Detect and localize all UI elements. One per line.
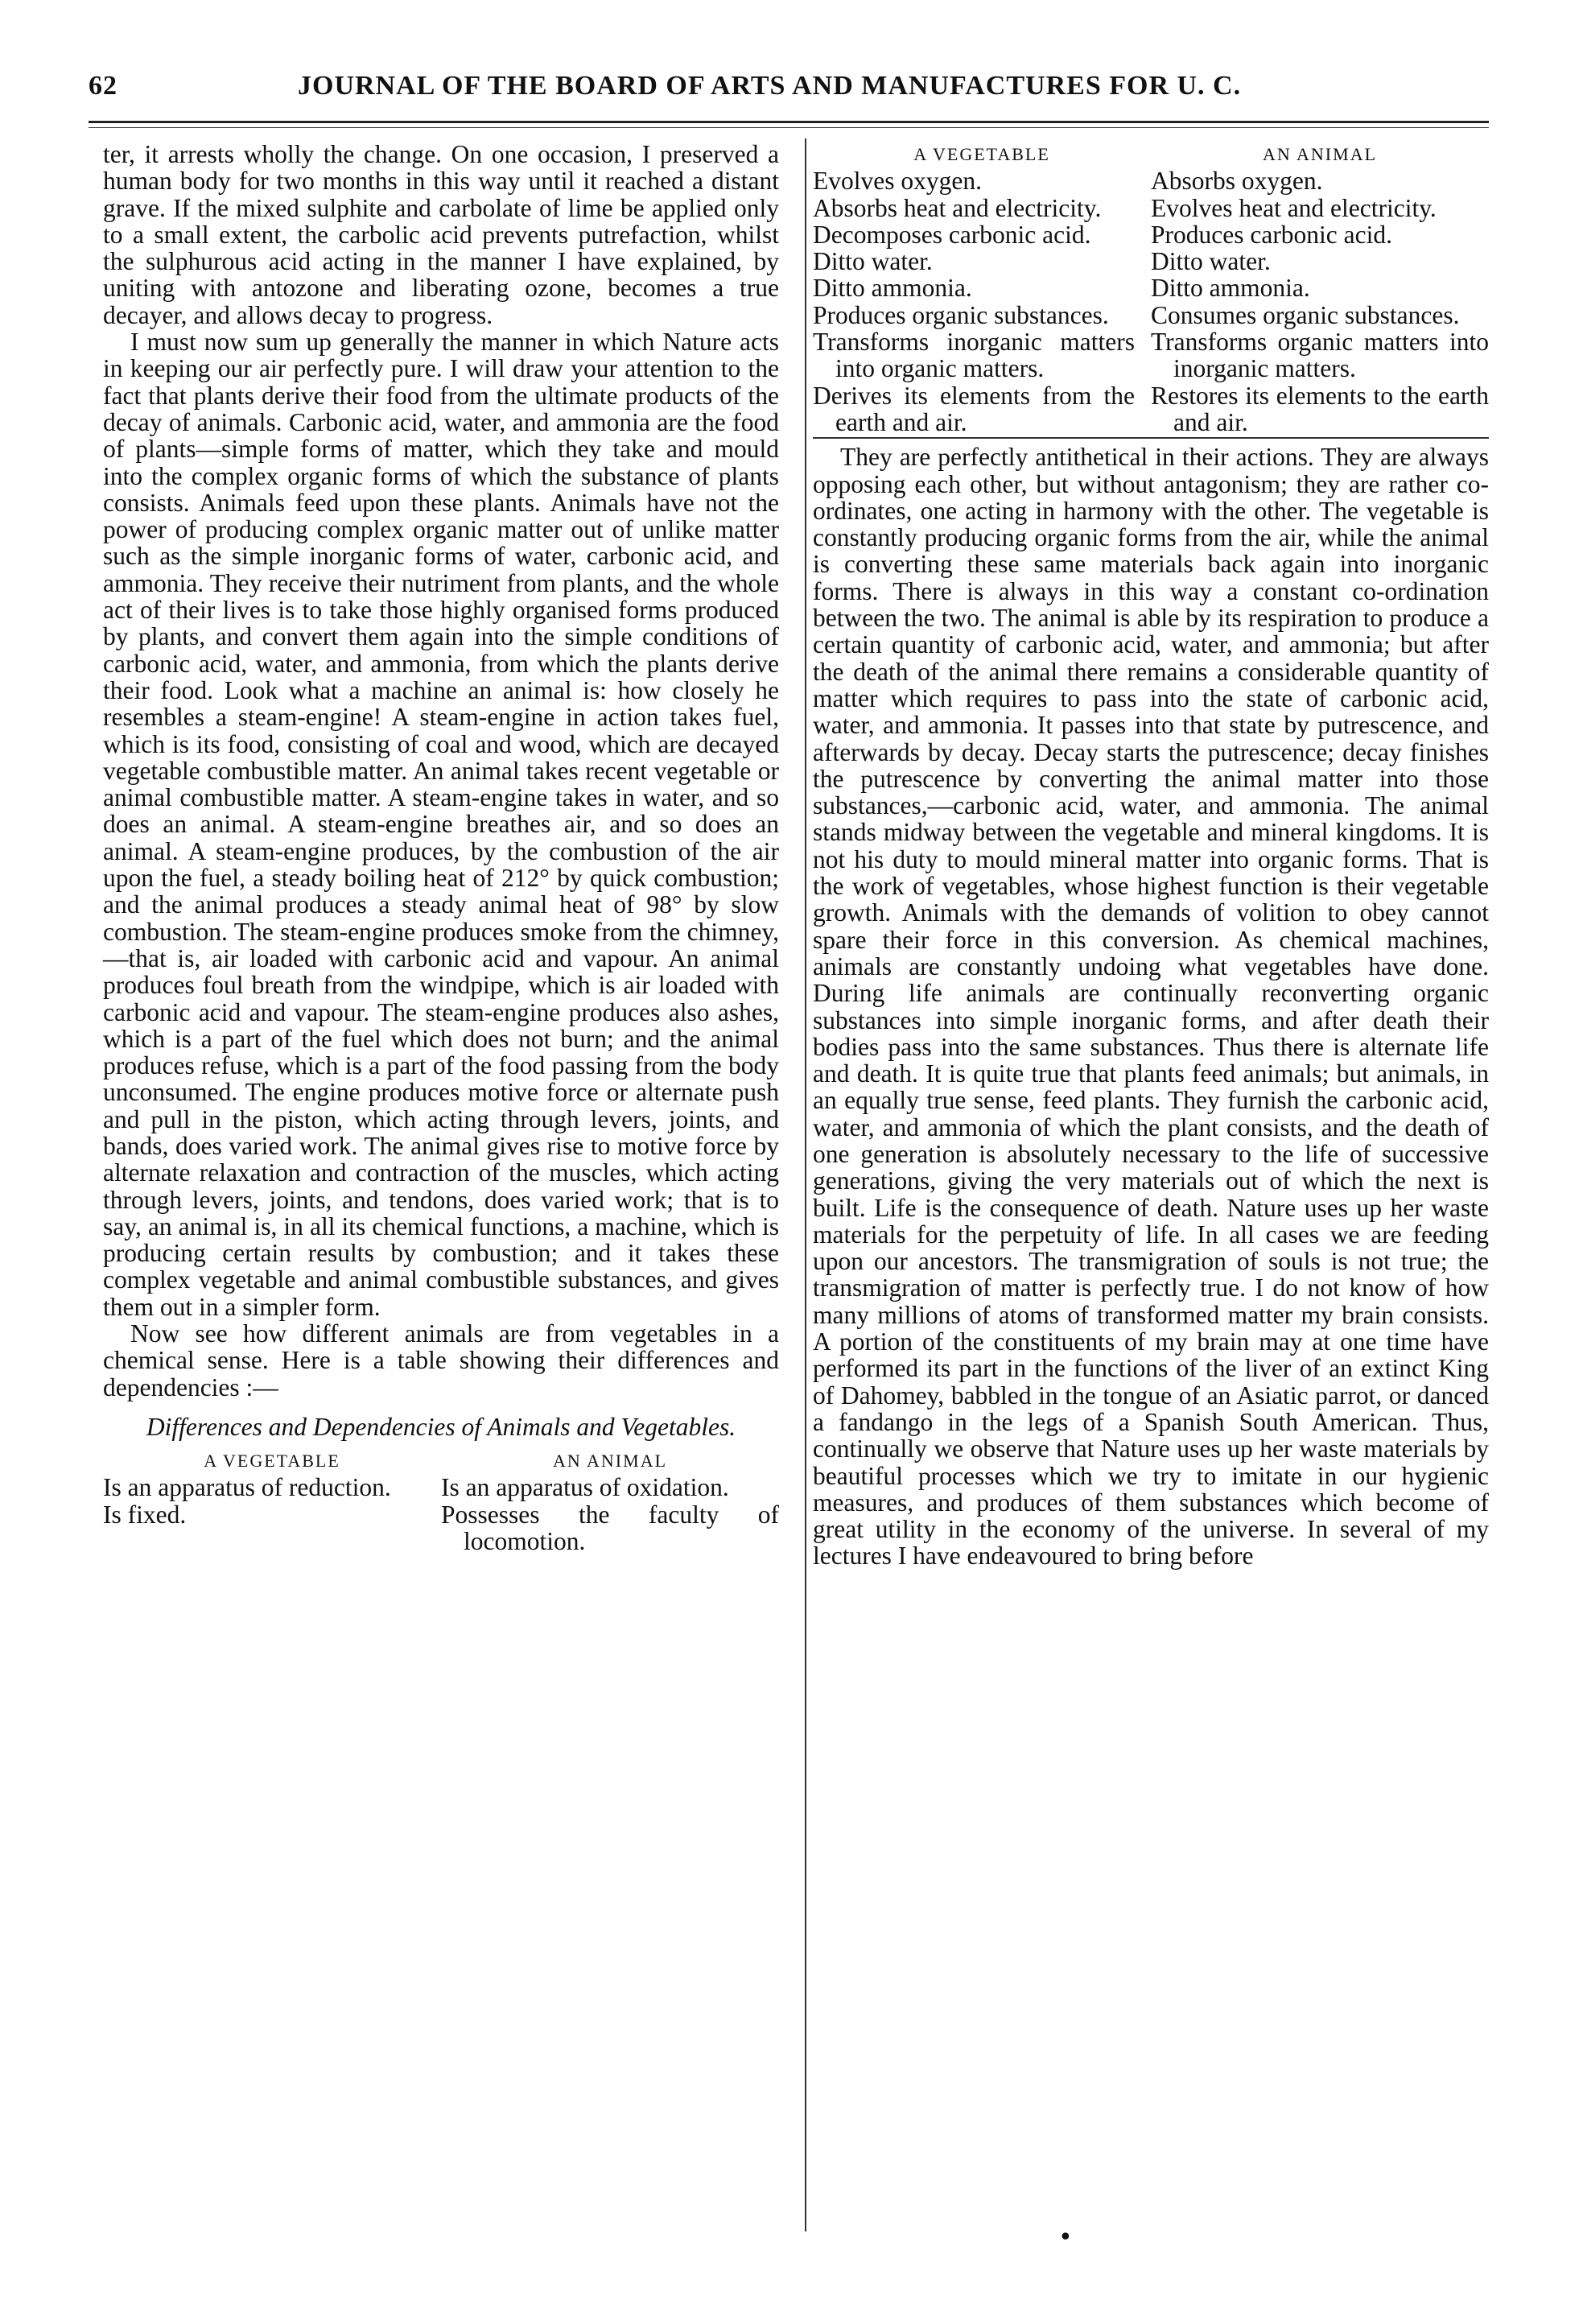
table-cell-vegetable: Ditto water. (813, 247, 933, 276)
comparison-table-right (813, 141, 1489, 435)
table-row (103, 1474, 779, 1500)
comparison-table-right-wrap (813, 141, 1489, 439)
table-header-animal: AN ANIMAL (552, 1450, 668, 1471)
table-cell-vegetable: Produces organic substances. (813, 300, 1109, 329)
table-row (103, 1501, 779, 1555)
table-row (813, 248, 1489, 275)
comparison-table-left (103, 1447, 779, 1554)
table-cell-vegetable: Transforms inorganic matters into organic matters. (813, 328, 1135, 383)
table-cell-vegetable: Evolves oxygen. (813, 167, 982, 196)
table-cell-vegetable: Ditto ammonia. (813, 274, 972, 303)
table-cell-vegetable: Decomposes carbonic acid. (813, 220, 1091, 249)
paragraph: They are perfectly antithetical in their actions. They are always opposing each other, but without antagonism; they are rather co-ordinates, one acting in harmony with the other. The vegetable is constantly producing organic forms from the air, while the animal is converting these same materials back again into inorganic forms. There is always in this way a constant co-ordination between the two. The animal is able by its respiration to produce a certain quantity of carbonic acid, water, and ammonia; but after the death of the animal there remains a considerable quantity of matter which requires to pass into the state of carbonic acid, water, and ammonia. It passes into that state by putrescence, and afterwards by decay. Decay starts the putrescence; decay finishes the putrescence by converting the animal matter into those substances,—carbonic acid, water, and ammonia. The animal stands midway between the vegetable and mineral kingdoms. It is not his duty to mould mineral matter into organic forms. That is the work of vegetables, whose highest function is their vegetable growth. Animals with the demands of volition to obey cannot spare their force in this conversion. As chemical machines, animals are constantly undoing what vegetables have done. During life animals are continually reconverting organic substances into simple inorganic forms, and after death their bodies pass into the same substances. Thus there is alternate life and death. It is quite true that plants feed animals; but animals, in an equally true sense, feed plants. They furnish the carbonic acid, water, and ammonia of which the plant consists, and the death of one generation is absolutely necessary to the life of successive generations, giving the very materials out of which the next is built. Life is the consequence of death. Nature uses up her waste materials for the perpetuity of life. In all cases we are feeding upon our ancestors. The transmigration of souls is not true; the transmigration of matter is perfectly true. I do not know of how many millions of atoms of transformed matter my brain consists. A portion of the constituents of my brain may at one time have performed its part in the functions of the liver of an extinct King of Dahomey, babbled in the tongue of an Asiatic parrot, or danced a fandango in the legs of a Spanish South American. Thus, continually we observe that Nature uses up her waste materials by beautiful processes which we try to imitate in our hygienic measures, and produces of them substances which become of great utility in the economy of the universe. In several of my lectures I have endeavoured to bring before (813, 443, 1489, 1571)
table-cell-animal: Absorbs oxygen. (1151, 167, 1323, 196)
page-header (89, 71, 1489, 108)
paragraph: Now see how different animals are from vegetables in a chemical sense. Here is a table showing their differences and dependencies :— (103, 1319, 779, 1401)
table-row (813, 275, 1489, 301)
table-header-vegetable: A VEGETABLE (913, 144, 1050, 164)
table-row (813, 167, 1489, 194)
right-column (813, 141, 1489, 1570)
table-cell-animal: Ditto water. (1151, 247, 1271, 276)
table-cell-animal: Is an apparatus of oxidation. (441, 1473, 729, 1502)
table-row (813, 195, 1489, 221)
paragraph: ter, it arrests wholly the change. On one occasion, I preserved a human body for two months in this way until it reached a distant grave. If the mixed sulphite and carbolate of lime be applied only to a small extent, the carbolic acid prevents putrefaction, whilst the sulphurous acid acting in the manner I have explained, by uniting with antozone and liberating ozone, becomes a true decayer, and allows decay to progress. (103, 140, 779, 329)
running-title: JOURNAL OF THE BOARD OF ARTS AND MANUFACTURES FOR U. C. (298, 71, 1242, 101)
table-cell-animal: Possesses the faculty of locomotion. (441, 1500, 779, 1555)
footer-ornament-icon: • (1058, 2223, 1073, 2252)
table-header-vegetable: A VEGETABLE (204, 1450, 340, 1471)
table-row (813, 221, 1489, 248)
page-number: 62 (89, 71, 117, 101)
table-cell-animal: Produces carbonic acid. (1151, 220, 1393, 249)
table-cell-animal: Ditto ammonia. (1151, 274, 1310, 303)
table-cell-vegetable: Is fixed. (103, 1500, 187, 1529)
column-divider (805, 138, 806, 2231)
table-cell-vegetable: Is an apparatus of reduction. (103, 1473, 391, 1502)
table-cell-animal: Restores its elements to the earth and air. (1151, 381, 1489, 436)
paragraph: I must now sum up generally the manner in which Nature acts in keeping our air perfectly pure. I will draw your attention to the fact that plants derive their food from the ultimate products of the decay of animals. Carbonic acid, water, and ammonia are the food of plants—simple forms of matter, which they take and mould into the complex organic forms of which the substance of plants consists. Animals feed upon these plants. Animals have not the power of producing complex organic matter out of unlike matter such as the simple inorganic forms of water, carbonic acid, and ammonia. They receive their nutriment from plants, and the whole act of their lives is to take those highly organised forms produced by plants, and convert them again into the simple conditions of carbonic acid, water, and ammonia, from which the plants derive their food. Look what a machine an animal is: how closely he resembles a steam-engine! A steam-engine in action takes fuel, which is its food, consisting of coal and wood, which are decayed vegetable combustible matter. An animal takes recent vegetable or animal combustible matter. A steam-engine takes in water, and so does an animal. A steam-engine breathes air, and so does an animal. A steam-engine produces, by the combustion of the air upon the fuel, a steady boiling heat of 212° by quick combustion; and the animal produces a steady animal heat of 98° by slow combustion. The steam-engine produces smoke from the chimney,—that is, air loaded with carbonic acid and vapour. An animal produces foul breath from the windpipe, which is air loaded with carbonic acid and vapour. The steam-engine produces also ashes, which is a part of the fuel which does not burn; and the animal produces refuse, which is a part of the food passing from the body unconsumed. The engine produces motive force or alternate push and pull in the piston, which acting through levers, joints, and bands, does varied work. The animal gives rise to motive force by alternate relaxation and contraction of the muscles, which acting through levers, joints, and tendons, does varied work; that is to say, an animal is, in all its chemical functions, a machine, which is producing certain results by combustion; and it takes these complex vegetable and animal combustible substances, and gives them out in a simpler form. (103, 328, 779, 1321)
table-row (813, 382, 1489, 436)
table-cell-animal: Consumes organic substances. (1151, 300, 1460, 329)
header-rule-thin (89, 127, 1489, 128)
table-cell-vegetable: Derives its elements from the earth and air. (813, 381, 1135, 436)
table-row (813, 328, 1489, 382)
header-rule (89, 121, 1489, 123)
table-cell-vegetable: Absorbs heat and electricity. (813, 193, 1102, 222)
table-header-animal: AN ANIMAL (1262, 144, 1378, 164)
table-caption: Differences and Dependencies of Animals and Vegetables. (146, 1412, 736, 1441)
table-cell-animal: Transforms organic matters into inorganic matters. (1151, 328, 1489, 383)
left-column (103, 141, 779, 1554)
table-row (813, 302, 1489, 328)
table-cell-animal: Evolves heat and electricity. (1151, 193, 1437, 222)
